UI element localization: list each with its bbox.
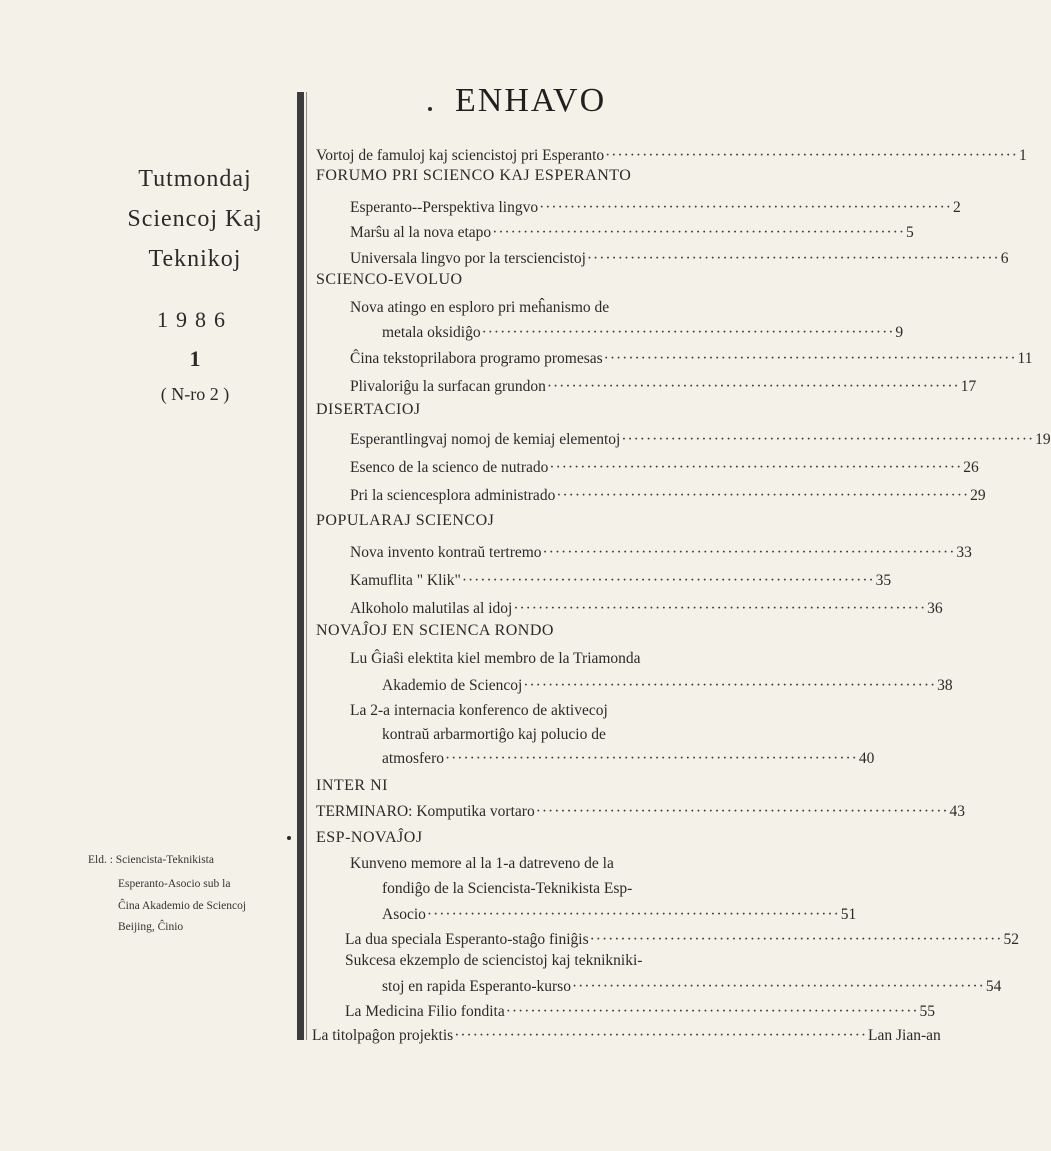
toc-entry-page: 54	[985, 978, 1002, 995]
dot-leader: ···································································	[605, 147, 1018, 164]
margin-dot-mark	[287, 836, 291, 840]
toc-entry-text: Nova atingo en esploro pri meĥanismo de	[350, 299, 610, 316]
issue-number: 1	[189, 346, 201, 371]
dot-leader: ···································································	[571, 978, 985, 995]
dot-leader: ···································································	[513, 600, 927, 617]
toc-section-heading: SCIENCO-EVOLUO	[316, 271, 463, 288]
toc-entry-page: 40	[858, 750, 875, 767]
toc-entry	[382, 976, 1002, 998]
toc-entry	[350, 376, 977, 398]
dot-leader: ···································································	[492, 224, 906, 241]
toc-entry-page: 11	[1017, 350, 1033, 367]
toc-entry-page: 38	[937, 677, 953, 694]
toc-entry-text: Lu Ĝiaŝi elektita kiel membro de la Triamonda	[350, 650, 641, 667]
toc-entry	[316, 801, 966, 823]
toc-entry-text: Nova invento kontraŭ tertremo	[350, 544, 542, 561]
toc-entry-text: Plivaloriĝu la surfacan grundon	[350, 378, 546, 395]
toc-entry-text: Alkoholo malutilas al idoj	[350, 600, 513, 617]
toc-entry-page: 29	[970, 487, 986, 504]
toc-entry-text: Kamuflita " Klik"	[350, 572, 461, 589]
publisher-line-1: Eld. : Sciencista-Teknikista	[88, 854, 214, 866]
toc-entry	[345, 1001, 936, 1023]
toc-entry	[350, 429, 1051, 451]
toc-entry-text: Vortoj de famuloj kaj sciencistoj pri Esperanto	[316, 147, 605, 164]
toc-entry-text: La 2-a internacia konferenco de aktivecoj	[350, 702, 608, 719]
magazine-title-line-1: Tutmondaj	[138, 166, 252, 192]
toc-entry-text: Esenco de la scienco de nutrado	[350, 459, 549, 476]
toc-entry-text: Esperanto--Perspektiva lingvo	[350, 199, 539, 216]
dot-leader: ···································································	[454, 1027, 868, 1044]
dot-leader: ···································································	[542, 544, 956, 561]
toc-section-heading: FORUMO PRI SCIENCO KAJ ESPERANTO	[316, 167, 632, 184]
toc-entry-page: 2	[952, 199, 961, 216]
dot-leader: ···································································	[621, 431, 1035, 448]
vertical-divider-thin	[306, 92, 307, 1040]
toc-entry-text: La Medicina Filio fondita	[345, 1003, 505, 1020]
dot-leader: ···································································	[586, 250, 1000, 267]
magazine-title-line-2: Sciencoj Kaj	[127, 206, 263, 232]
toc-section-heading: POPULARAJ SCIENCOJ	[316, 512, 495, 529]
publisher-line-2: Esperanto-Asocio sub la	[118, 878, 231, 890]
toc-entry-page: 52	[1003, 931, 1019, 948]
toc-entry-text: stoj en rapida Esperanto-kurso	[382, 978, 571, 995]
toc-section-heading: NOVAĴOJ EN SCIENCA RONDO	[316, 622, 554, 639]
toc-entry-page: 36	[927, 600, 943, 617]
toc-entry-text: Pri la sciencesplora administrado	[350, 487, 556, 504]
toc-entry	[350, 457, 979, 479]
toc-entry-text: La titolpaĝon projektis	[312, 1027, 454, 1044]
toc-entry-text: metala oksidiĝo	[382, 324, 481, 341]
publisher-line-3: Ĉina Akademio de Sciencoj	[118, 900, 247, 912]
toc-entry-page: 1	[1018, 147, 1027, 164]
toc-entry-text: La dua speciala Esperanto-staĝo finiĝis	[345, 931, 589, 948]
toc-entry	[350, 248, 1009, 270]
toc-entry-page: 43	[949, 803, 966, 820]
toc-entry	[350, 348, 1033, 370]
toc-entry	[345, 929, 1019, 951]
toc-entry-text: Akademio de Sciencoj	[382, 677, 523, 694]
toc-section-heading: DISERTACIOJ	[316, 401, 421, 418]
dot-leader: ···································································	[556, 487, 970, 504]
toc-entry-text: Universala lingvo por la tersciencistoj	[350, 250, 586, 267]
dot-leader: ···································································	[481, 324, 895, 341]
toc-entry-page: 6	[1000, 250, 1009, 267]
toc-section-heading: ESP-NOVAĴOJ	[316, 829, 423, 846]
toc-entry-page: 55	[919, 1003, 936, 1020]
issue-serial: ( N-ro 2 )	[160, 384, 230, 404]
dot-leader: ···································································	[539, 199, 952, 216]
toc-entry	[316, 145, 1027, 167]
publisher-line-4: Beijing, Ĉinio	[118, 921, 184, 933]
dot-leader: ···································································	[546, 378, 960, 395]
toc-entry-text: Marŝu al la nova etapo	[350, 224, 492, 241]
vertical-divider	[297, 92, 304, 1040]
toc-entry-page: 33	[956, 544, 972, 561]
toc-entry	[350, 570, 892, 592]
toc-entry	[382, 904, 857, 926]
toc-entry-text: Asocio	[382, 906, 426, 923]
dot-leader: ···································································	[523, 677, 937, 694]
toc-entry	[350, 598, 943, 620]
toc-entry-page: 19	[1035, 431, 1051, 448]
toc-entry-text: Esperantlingvaj nomoj de kemiaj elementoj	[350, 431, 621, 448]
dot-leader: ···································································	[535, 803, 949, 820]
toc-entry-text: atmosfero	[382, 750, 444, 767]
dot-leader: ···································································	[603, 350, 1017, 367]
toc-entry-page: Lan Jian-an	[868, 1027, 941, 1044]
dot-leader: ···································································	[549, 459, 963, 476]
dot-leader: ···································································	[444, 750, 858, 767]
toc-entry	[382, 748, 875, 770]
toc-entry	[382, 322, 904, 344]
toc-entry	[350, 222, 914, 244]
toc-entry-page: 17	[960, 378, 977, 395]
toc-section-heading: INTER NI	[316, 777, 388, 794]
toc-entry	[382, 675, 953, 697]
toc-entry	[350, 197, 961, 219]
dot-leader: ···································································	[505, 1003, 919, 1020]
toc-entry-text: Ĉina tekstoprilabora programo promesas	[350, 350, 603, 367]
toc-entry-text: kontraŭ arbarmortiĝo kaj polucio de	[382, 726, 606, 743]
toc-entry-text: TERMINARO: Komputika vortaro	[316, 803, 535, 820]
dot-leader: ···································································	[589, 931, 1003, 948]
toc-entry	[350, 485, 986, 507]
title-dot-mark	[428, 107, 432, 111]
toc-entry-text: fondiĝo de la Sciencista-Teknikista Esp-	[382, 880, 633, 897]
magazine-title-line-3: Teknikoj	[148, 246, 242, 272]
contents-title: ENHAVO	[455, 82, 607, 119]
toc-entry-page: 51	[840, 906, 857, 923]
toc-entry	[312, 1025, 941, 1047]
toc-entry-page: 9	[895, 324, 904, 341]
toc-entry-page: 35	[875, 572, 892, 589]
toc-entry-text: Kunveno memore al la 1-a datreveno de la	[350, 855, 614, 872]
toc-entry-page: 5	[906, 224, 914, 241]
toc-entry-page: 26	[963, 459, 979, 476]
issue-year: 1986	[157, 307, 233, 332]
dot-leader: ···································································	[426, 906, 840, 923]
toc-entry	[350, 542, 972, 564]
toc-entry-text: Sukcesa ekzemplo de sciencistoj kaj teknikniki-	[345, 952, 643, 969]
dot-leader: ···································································	[461, 572, 875, 589]
